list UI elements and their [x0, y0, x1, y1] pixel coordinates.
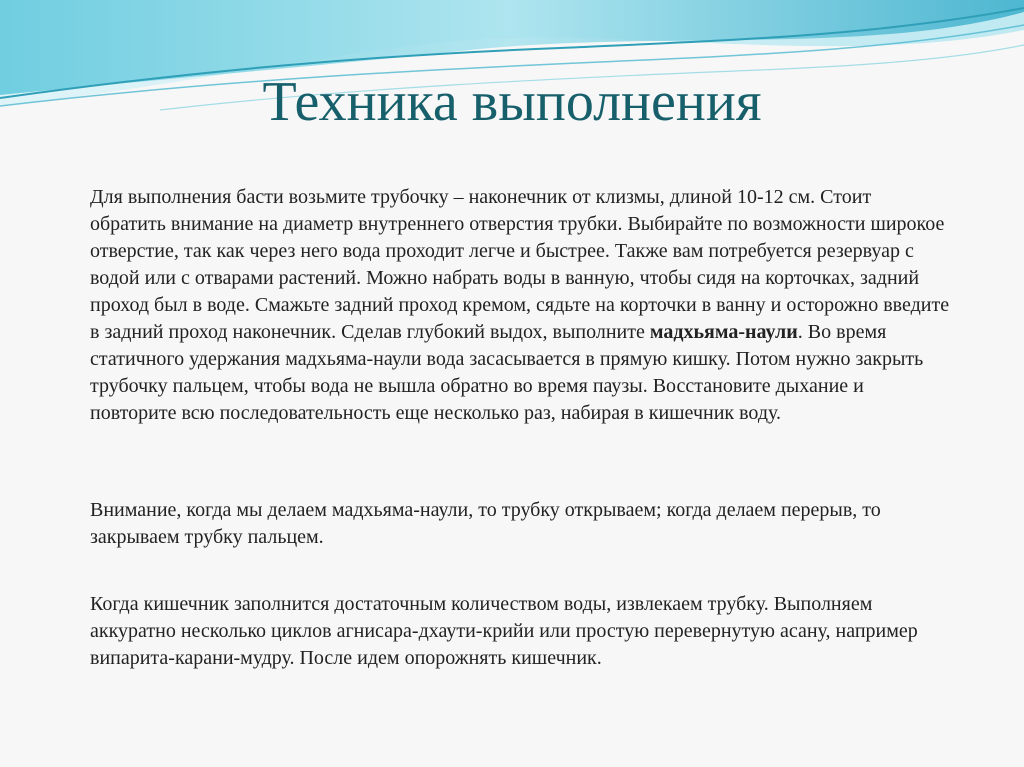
paragraph-technique-bold-term: мадхьяма-наули [649, 321, 798, 343]
paragraph-technique [90, 184, 950, 427]
paragraph-attention: Внимание, когда мы делаем мадхьяма-наули, то трубку открываем; когда делаем перерыв, то закрываем трубку пальцем. [90, 499, 881, 548]
paragraph-completion: Когда кишечник заполнится достаточным количеством воды, извлекаем трубку. Выполняем аккуратно несколько циклов агнисара-дхаути-крийи или простую перевернутую асану, например випарита-карани-мудру. После идем опорожнять кишечник. [90, 593, 918, 669]
paragraph-technique-text-1: Для выполнения басти возьмите трубочку – наконечник от клизмы, длиной 10-12 см. Стоит обратить внимание на диаметр внутреннего отверстия трубки. Выбирайте по возможности широкое отверстие, так как через него вода проходит легче и быстрее. Также вам потребуется резервуар с водой или с отварами растений. Можно набрать воды в ванную, чтобы сидя на корточках, задний проход был в воде. Смажьте задний проход кремом, сядьте на корточки в ванну и осторожно введите в задний проход наконечник. Сделав глубокий выдох, выполните [90, 186, 950, 343]
paragraph-technique-text-2: . Во время статичного удержания мадхьяма-наули вода засасывается в прямую кишку. Потом нужно закрыть трубочку пальцем, чтобы вода не вышла обратно во время паузы. Восстановите дыхание и повторите всю последовательность еще несколько раз, набирая в кишечник воду. [90, 321, 924, 424]
slide-title: Техника выполнения [262, 71, 762, 133]
